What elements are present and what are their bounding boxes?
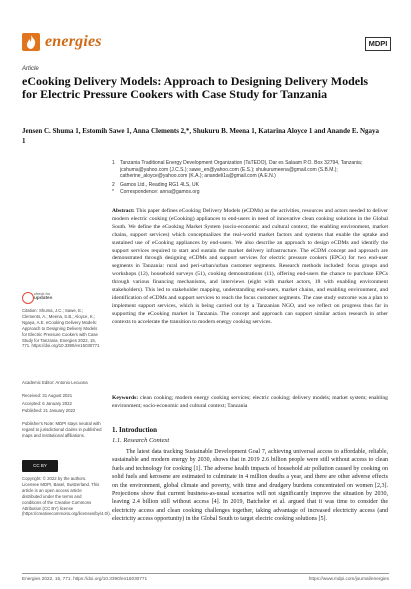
intro-paragraph: The latest data tracking Sustainable Development Goal 7, achieving universal access to affordable, reliable, sustainable and modern energy by 2030, shows that in 2019 2.6 billion people were still without access to clean fuels and technology for cooking [1]. The adverse health impacts of household air pollution caused by cooking on solid fuels and kerosene are estimated to culminate in 4 million deaths a year, and there are other adverse effects on the environment, global climate and poverty, with time and drudgery burdens concentrated on women [2,3]. Projections show that current business-as-usual scenarios will not significantly improve the situation by 2030, leaving 2.4 billion still without access [4]. In 2019, Batchelor et al. argued that it was time to consider the electricity access and clean cooking challenges together, taking advantage of increased electricity access (and electricity access opportunity) in the Global South to target electric cooking solutions [5]. — [112, 449, 388, 523]
affiliation-number: 2 — [112, 182, 115, 188]
check-updates-line2: updates — [34, 296, 53, 302]
footer-citation: Energies 2022, 15, 771. https://doi.org/10.3390/en15030771 — [22, 576, 148, 581]
keywords-label: Keywords: — [112, 395, 139, 401]
energies-flame-icon — [22, 33, 40, 51]
footer-divider — [22, 573, 389, 574]
correspondence-text: Correspondence: anna@gamos.org — [120, 189, 200, 195]
check-for-updates-icon[interactable] — [22, 292, 34, 304]
check-updates-line1: check for — [34, 291, 51, 296]
author-list: Jensen C. Shuma 1, Estomih Sawe 1, Anna Clements 2,*, Shukuru B. Meena 1, Katarina Aloyce 1 and Anande E. Ngaya 1 — [22, 127, 380, 145]
affiliation-number: * — [112, 189, 114, 195]
keywords-text: clean cooking; modern energy cooking services; electric cooking; delivery models; market system; enabling environment; socio-economic and cultural context; Tanzania — [112, 395, 388, 409]
abstract — [112, 208, 388, 327]
academic-editor: Academic Editor: Antonio Lecuona — [22, 380, 88, 385]
footer-journal-link[interactable]: https://www.mdpi.com/journal/energies — [308, 576, 389, 581]
journal-name: energies — [45, 33, 102, 50]
correspondence — [112, 189, 387, 196]
abstract-label: Abstract: — [112, 208, 135, 214]
publisher-logo: MDPI — [365, 37, 391, 51]
copyright-notice: Copyright: © 2022 by the authors. Licensee MDPI, Basel, Switzerland. This article is an open access article distributed under the terms and conditions of the Creative Commons Attribution (CC BY) license (https://creativecommons.org/licenses/by/4.0/). — [22, 476, 111, 517]
received-date: Received: 31 August 2021 — [22, 393, 73, 398]
check-for-updates-button[interactable] — [34, 291, 52, 301]
affiliation-1 — [112, 160, 387, 180]
article-title: eCooking Delivery Models: Approach to Designing Delivery Models for Electric Pressure Cookers with Case Study for Tanzania — [22, 74, 369, 101]
affiliation-number: 1 — [112, 160, 115, 166]
published-date: Published: 21 January 2022 — [22, 408, 76, 413]
affiliation-2 — [112, 182, 387, 189]
cc-by-license-badge[interactable]: CC BY — [22, 460, 58, 472]
subsection-heading: 1.1. Research Context — [112, 437, 170, 444]
section-heading: 1. Introduction — [112, 426, 157, 434]
affiliation-text: Tanzania Traditional Energy Development Organization (TaTEDO), Dar es Salaam P.O. Box 32794, Tanzania; jcshuma@yahoo.com (J.C.S.); sawe_en@yahoo.com (E.S.); shukurumeena@gmail.com (S.B.M.); catherine_aloyce@yahoo.com (K.A.); anandeli1a@gmail.com (A.E.N.) — [120, 160, 363, 180]
article-type: Article — [22, 66, 39, 72]
abstract-text: This paper defines eCooking Delivery Models (eCDMs) as the activities, resources and actors needed to deliver modern electric cooking (eCooking) appliances to end-users in need of innovative clean cooking solutions in the Global South. We define the eCooking Market System (socio-economic and cultural context, the enabling environment, market chains, support services) which conceptualizes the real-world market factors and systems that enable the uptake and sustained use of eCooking appliances by end-users. We also describe an approach to design eCDMs and identify the support services required to start and sustain the market delivery infrastructure. The eCDM concept and approach are demonstrated through designing eCDMs and support services for electric pressure cookers (EPCs) for two end-user segments in Tanzania: rural and peri-urban/urban customer segments. Research methods included: focus groups and workshops (12), household surveys (51), cooking demonstrations (11), offering end-users the chance to purchase EPCs through various financing mechanisms, and interviews (eight with market actors, 18 with enabling environment stakeholders). This led to stakeholder mapping, understanding end-users, market chains, and enabling environment, and identification of eCDMs and support services to reach the focus customer segments. The case study outcome was a plan to implement support services, which is being carried out by a Tanzanian NGO, and we reflect on progress thus far in supporting the eCooking market in Tanzania. The concept and approach can support similar action research in other contexts to accelerate the transition to modern energy cooking services. — [112, 208, 388, 325]
keywords — [112, 395, 388, 411]
accepted-date: Accepted: 6 January 2022 — [22, 401, 72, 406]
citation: Citation: Shuma, J.C.; Sawe, E.; Clements, A.; Meena, S.B.; Aloyce, K.; Ngaya, A.E. eCooking Delivery Models: Approach to Designing Delivery Models for Electric Pressure Cookers with Case Study for Tanzania. Energies 2022, 15, 771. https://doi.org/10.3390/en15030771 — [22, 308, 100, 349]
affiliation-text: Gamos Ltd., Reading RG1 4LS, UK — [120, 182, 199, 188]
publisher-note: Publisher's Note: MDPI stays neutral with regard to jurisdictional claims in published maps and institutional affiliations. — [22, 421, 102, 438]
